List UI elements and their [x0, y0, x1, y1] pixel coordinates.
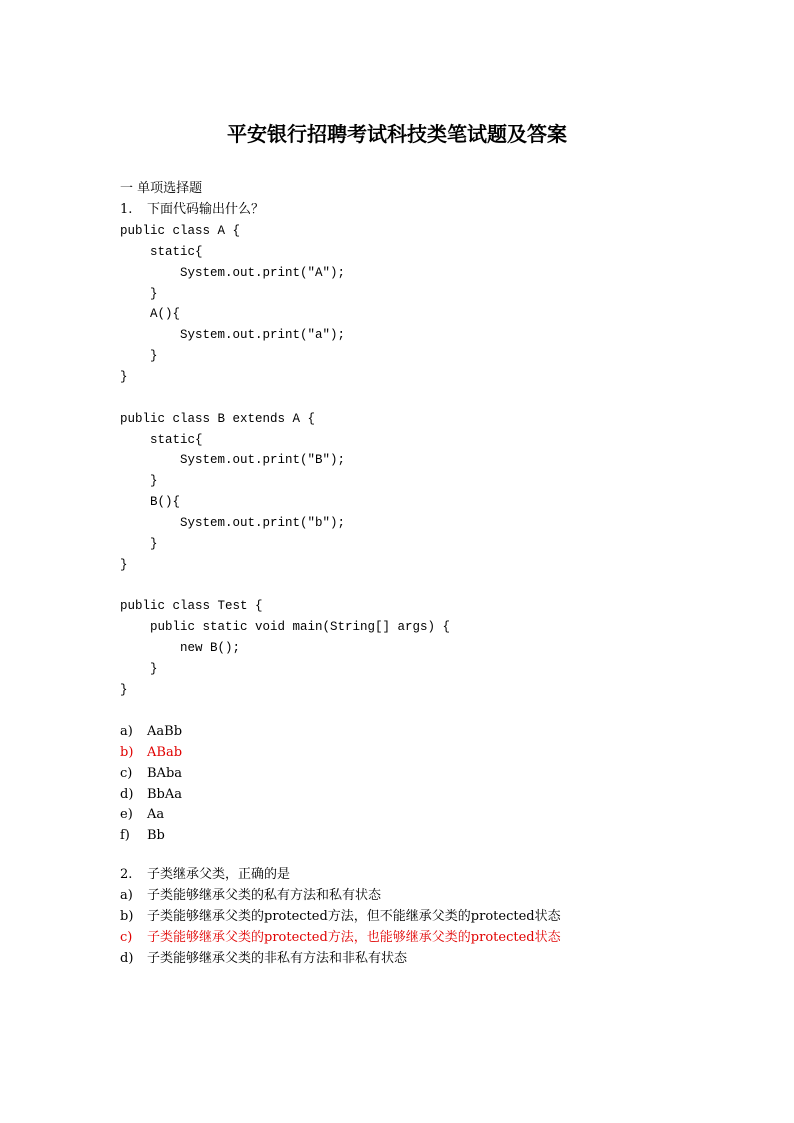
option-label: b): [120, 908, 134, 924]
question-number: 1.: [120, 202, 133, 217]
question-stem: [120, 865, 290, 885]
question-stem: [120, 200, 264, 220]
option-label: c): [120, 929, 133, 945]
code-line: public class A {: [120, 224, 241, 238]
option-item: [120, 805, 164, 825]
option-text: 子类能够继承父类的私有方法和私有状态: [147, 888, 382, 903]
option-text: 子类能够继承父类的protected方法，也能够继承父类的protected状态: [147, 929, 561, 945]
code-line: B(){: [120, 495, 181, 510]
option-item: [120, 764, 182, 784]
option-label: e): [120, 807, 133, 823]
option-label: b): [120, 744, 134, 760]
option-text: BAba: [147, 765, 183, 781]
code-line: System.out.print("a");: [120, 328, 346, 343]
code-line: }: [120, 349, 158, 364]
option-text: Bb: [147, 828, 165, 844]
code-line: static{: [120, 244, 203, 259]
code-line: }: [120, 557, 128, 572]
option-label: c): [120, 765, 133, 781]
option-label: a): [120, 888, 133, 903]
option-item: [120, 907, 561, 927]
option-item: [120, 886, 381, 906]
question-text: 子类继承父类，正确的是: [147, 867, 291, 882]
code-line: }: [120, 369, 128, 384]
section-heading: 一 单项选择题: [120, 181, 203, 196]
code-line: }: [120, 286, 158, 301]
code-line: System.out.print("b");: [120, 515, 346, 530]
option-item: [120, 826, 165, 846]
code-line: System.out.print("B");: [120, 453, 346, 468]
option-item: [120, 928, 561, 948]
code-line: }: [120, 682, 128, 697]
option-item: [120, 949, 407, 969]
option-item: [120, 785, 182, 805]
option-label: f): [120, 828, 130, 844]
option-text: BbAa: [147, 786, 183, 802]
question-number: 2.: [120, 867, 133, 882]
code-line: System.out.print("A");: [120, 265, 346, 280]
option-item: [120, 722, 182, 742]
code-line: new B();: [120, 641, 241, 655]
code-line: public static void main(String[] args) {: [120, 620, 451, 635]
option-text: AaBb: [147, 724, 183, 739]
option-label: a): [120, 724, 133, 739]
option-label: d): [120, 786, 134, 802]
question-text: 下面代码输出什么？: [147, 202, 265, 217]
option-text: 子类能够继承父类的非私有方法和非私有状态: [147, 950, 408, 966]
code-line: public class Test {: [120, 599, 263, 614]
option-text: 子类能够继承父类的protected方法，但不能继承父类的protected状态: [147, 908, 561, 924]
code-line: }: [120, 474, 158, 489]
code-line: public class B extends A {: [120, 411, 316, 426]
code-line: }: [120, 661, 158, 676]
option-item: [120, 743, 182, 763]
document-title: 平安银行招聘考试科技类笔试题及答案: [227, 122, 567, 146]
code-line: }: [120, 536, 158, 551]
code-line: A(){: [120, 307, 181, 322]
option-label: d): [120, 950, 134, 966]
option-text: ABab: [147, 744, 183, 760]
code-line: static{: [120, 432, 203, 447]
option-text: Aa: [147, 807, 165, 823]
